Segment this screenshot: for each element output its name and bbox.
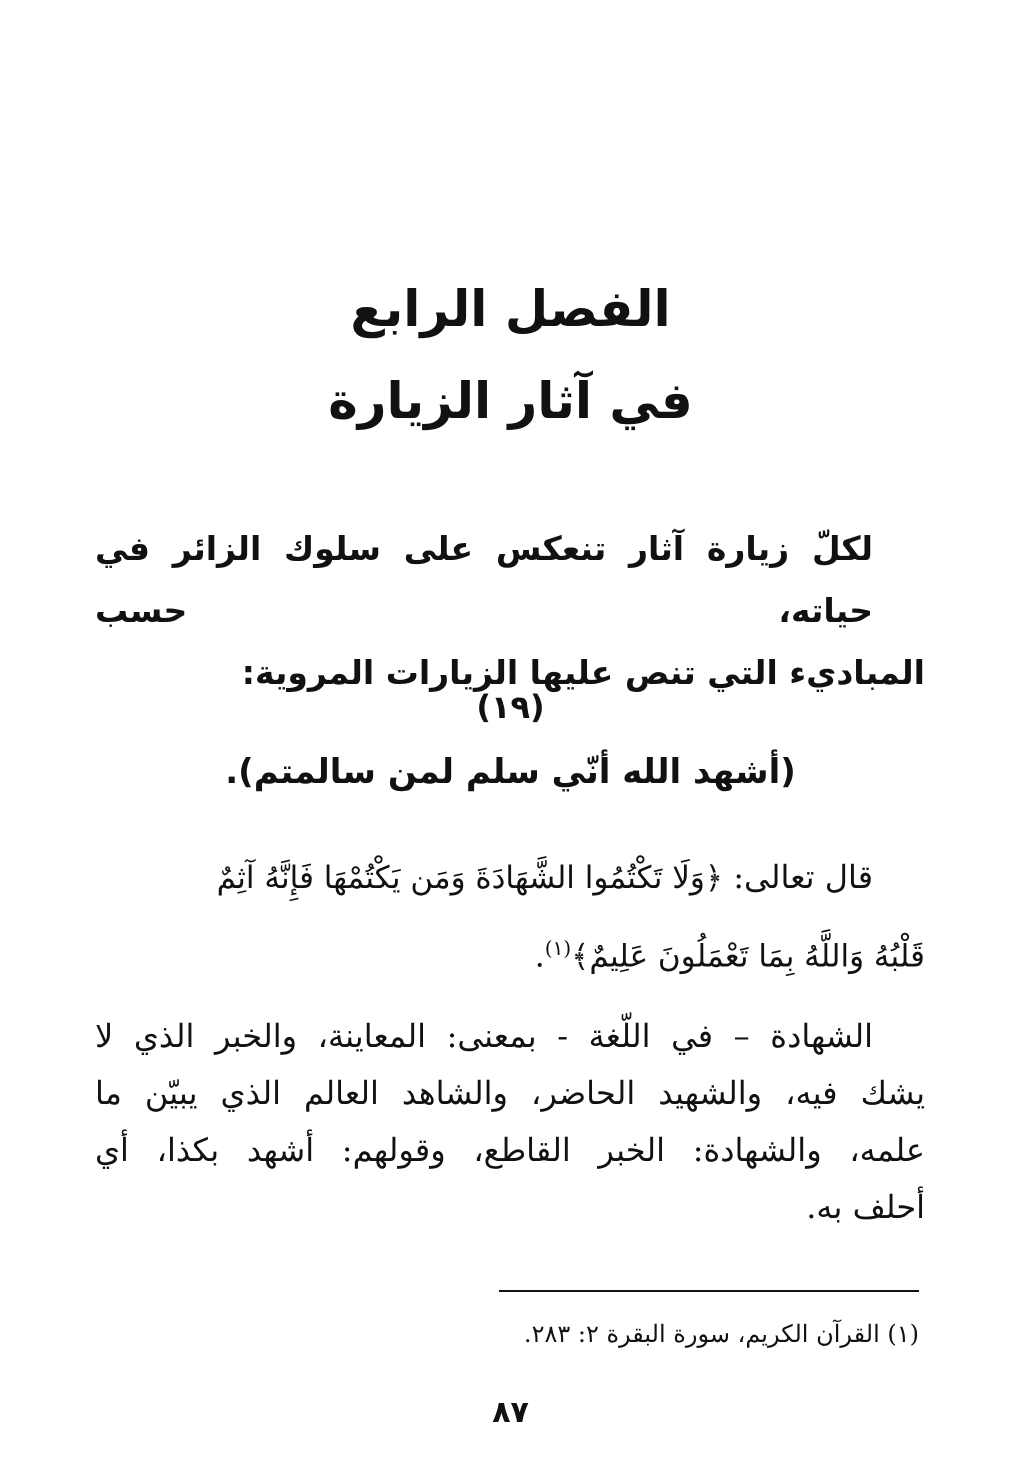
body-line: علمه، والشهادة: الخبر القاطع، وقولهم: أشهد بكذا، أي bbox=[95, 1131, 925, 1169]
quote-lead: قال تعالى: bbox=[733, 858, 873, 896]
footnote: (١) القرآن الكريم، سورة البقرة ٢: ٢٨٣. bbox=[523, 1320, 919, 1348]
intro-line: لكلّ زيارة آثار تنعكس على سلوك الزائر في حياته، حسب bbox=[95, 529, 873, 630]
section-number: (١٩) bbox=[476, 688, 545, 726]
quran-quote-paragraph bbox=[95, 842, 925, 992]
footnote-divider bbox=[499, 1290, 919, 1292]
quote-line bbox=[95, 842, 925, 913]
footnote-reference[interactable]: (١) bbox=[544, 936, 572, 960]
quote-line bbox=[95, 913, 925, 992]
quran-verse: ﴿وَلَا تَكْتُمُوا الشَّهَادَةَ وَمَن يَكْتُمْهَا فَإِنَّهُ آثِمٌ bbox=[216, 860, 724, 896]
body-line: أحلف به. bbox=[806, 1188, 925, 1226]
page-number: ٨٧ bbox=[492, 1395, 529, 1430]
chapter-subtitle: في آثار الزيارة bbox=[328, 372, 693, 430]
body-line: الشهادة – في اللّغة - بمعنى: المعاينة، والخبر الذي لا bbox=[95, 1017, 873, 1055]
chapter-title: الفصل الرابع bbox=[350, 280, 671, 338]
quote-end: . bbox=[534, 936, 545, 975]
body-line: يشك فيه، والشهيد الحاضر، والشاهد العالم الذي يبيّن ما bbox=[95, 1074, 925, 1112]
definition-paragraph bbox=[95, 1008, 925, 1236]
intro-paragraph bbox=[95, 518, 925, 704]
section-title: (أشهد الله أنّي سلم لمن سالمتم). bbox=[225, 752, 796, 792]
quran-verse: قَلْبُهُ وَاللَّهُ بِمَا تَعْمَلُونَ عَلِيمٌ﴾ bbox=[571, 938, 925, 975]
intro-line: المباديء التي تنص عليها الزيارات المروية: bbox=[241, 653, 925, 692]
